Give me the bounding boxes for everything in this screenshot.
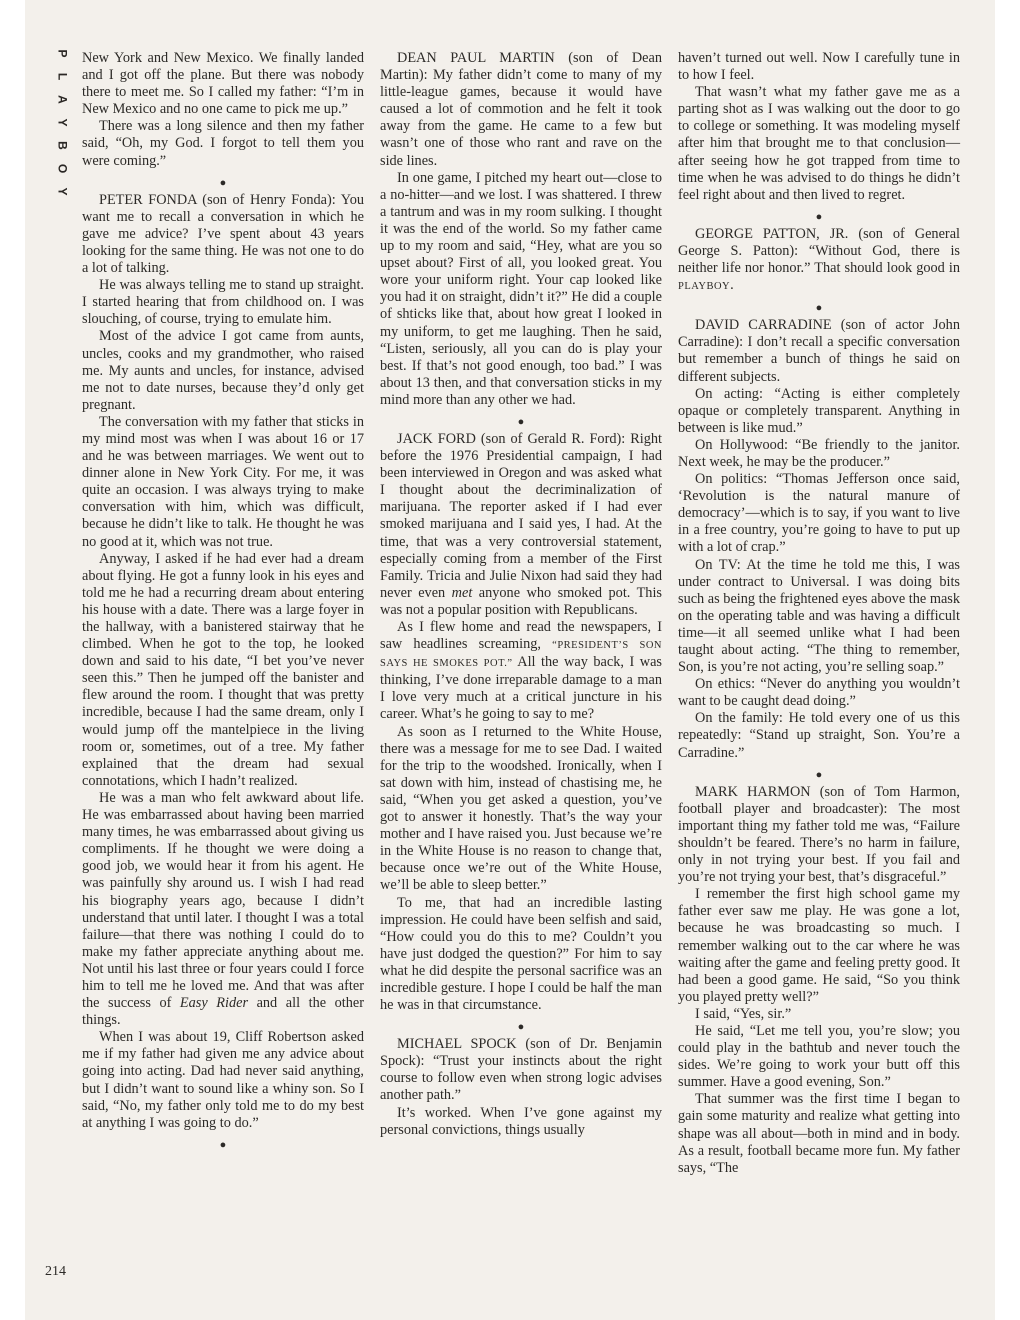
paragraph: PETER FONDA (son of Henry Fonda): You want me to recall a conversation in which he gave me advice? I’ve spent about 43 years looking for the same thing. He was not one to do a lot of talking. [82,191,364,277]
paragraph: On politics: “Thomas Jefferson once said, ‘Revolution is the natural manure of democracy’—which is to say, if you want to live in a free country, you’re going to have to put up with a lot of crap.” [678,471,960,556]
paragraph: Most of the advice I got came from aunts, uncles, cooks and my grandmother, who raised me. My aunts and uncles, for instance, advised me not to date nurses, because they’d only get pregnant. [82,328,364,413]
masthead-letter: A [55,95,70,104]
masthead-letter: O [55,163,70,174]
paragraph: It’s worked. When I’ve gone against my personal convictions, things usually [380,1104,662,1138]
speaker-name: DEAN PAUL MARTIN [397,50,555,66]
section-separator: ● [815,302,823,315]
speaker-name: PETER FONDA [99,191,197,208]
paragraph: That wasn’t what my father gave me as a parting shot as I was walking out the door to go to college or something. It was modeling myself after him that brought me to that conclusion—after seeing how he got trapped from time to time when he was advised to do things he didn’t feel right about and then lived to regret. [678,84,960,203]
paragraph: On TV: At the time he told me this, I was under contract to Universal. I was doing bits such as being the frightened eyes above the mask on the operating table and was having a difficult time—it all seemed unlike what I had been taught about acting. “The thing to remember, Son, is you’re not acting, you’re selling soap.” [678,556,960,676]
paragraph: He was always telling me to stand up straight. I started hearing that from childhood on. I was slouching, of course, trying to emulate him. [82,277,364,328]
paragraph: MICHAEL SPOCK (son of Dr. Benjamin Spock): “Trust your instincts about the right course to follow even when strong logic advises another path.” [380,1036,662,1104]
paragraph: In one game, I pitched my heart out—close to a no-hitter—and we lost. I was shattered. I threw a tantrum and was in my room sulking. I thought it was the end of the world. So my father came up to my room and said, “Hey, what are you so upset about? First of all, you looked great. You wore your uniform right. Your cap looked like you had it on straight, didn’t it?” He did a couple of shticks like that, about how great I looked in my uniform, to get me laughing. Then he said, “Listen, seriously, all you can do is play your best. If that’s not good enough, too bad.” I was about 13 then, and that conversation sticks in my mind more than any other we had. [380,169,662,408]
paragraph: New York and New Mexico. We finally landed and I got off the plane. But there was nobody there to meet me. So I called my father: “I’m in New Mexico and no one came to pick me up.” [82,50,364,118]
paragraph: That summer was the first time I began to gain some maturity and realize what getting into shape was all about—both in mind and in body. As a result, football became more fun. My father says, “The [678,1091,960,1176]
paragraph: haven’t turned out well. Now I carefully tune in to how I feel. [678,50,960,84]
masthead-letter: L [55,72,70,81]
speaker-name: JACK FORD [397,430,476,447]
paragraph: The conversation with my father that sticks in my mind most was when I was about 16 or 17 and he was between marriages. We went out to dinner alone in New York City. For me, it was quite an occasion. I was always trying to make conversation with him, which was difficult, because he didn’t like to talk. He thought he was no good at it, which was not true. [82,413,364,550]
masthead-letter: B [55,141,70,150]
film-title: Easy Rider [179,995,249,1012]
section-separator: ● [517,415,525,428]
masthead-letter: Y [55,118,70,127]
paragraph: DEAN PAUL MARTIN (son of Dean Martin): My father didn’t come to many of my little-league games, because it would have caused a lot of commotion and he felt it took away from the game. He came to a few but wasn’t one of those who rant and rave on the side lines. [380,50,662,169]
paragraph: On Hollywood: “Be friendly to the janitor. Next week, he may be the producer.” [678,436,960,470]
page-number: 214 [45,1264,66,1279]
paragraph: JACK FORD (son of Gerald R. Ford): Right before the 1976 Presidential campaign, I had been interviewed in Oregon and was asked what I thought about the decriminalization of marijuana. The reporter asked if I had ever smoked marijuana and I said yes, I had. At the time, that was a very controversial statement, especially coming from a member of the First Family. Tricia and Julie Nixon had said they had never even met anyone who smoked pot. This was not a popular position with Republicans. [380,430,662,618]
paragraph: MARK HARMON (son of Tom Harmon, football player and broadcaster): The most important thing my father told me was, “Failure shouldn’t be feared. There’s no harm in failure, only in not trying your best. If you fail and you’re not trying your best, that’s disgraceful.” [678,783,960,886]
paragraph: When I was about 19, Cliff Robertson asked me if my father had given me any advice about going into acting. Dad had never said anything, but I didn’t want to sound like a whiny son. So I said, “No, my father only told me to do my best at anything I was going to do.” [82,1029,364,1131]
magazine-page [25,0,995,1320]
speaker-name: DAVID CARRADINE [695,317,832,334]
column-3 [678,50,960,1177]
column-2 [380,50,662,1139]
section-separator: ● [815,210,823,223]
paragraph: As soon as I returned to the White House, there was a message for me to see Dad. I waited for the trip to the woodshed. Ironically, when I sat down with him, instead of chastising me, he said, “When you get asked a question, you’ve got to answer it honestly. That’s the way your mother and I have raised you. Just because we’re in the White House is no reason to change that, because once we’re out of the White House, we’ll be able to sleep better.” [380,723,662,894]
paragraph: He said, “Let me tell you, you’re slow; you could play in the bathtub and never touch the sides. We’re going to work your butt off this summer. Have a good evening, Son.” [678,1022,960,1091]
speaker-name: MARK HARMON [695,783,811,800]
paragraph: There was a long silence and then my father said, “Oh, my God. I forgot to tell them you were coming.” [82,118,364,169]
speaker-name: GEORGE PATTON, JR. [695,225,849,242]
paragraph: GEORGE PATTON, JR. (son of General George S. Patton): “Without God, there is neither life nor honor.” That should look good in PLAYBOY. [678,225,961,294]
magazine-name: PLAYBOY [678,281,731,293]
paragraph: DAVID CARRADINE (son of actor John Carradine): I don’t recall a specific conversation but remember a bunch of things he said on different subjects. [678,317,960,385]
headline-quote: “PRESIDENT’S SON SAYS HE SMOKES POT.” [380,640,662,670]
paragraph: On the family: He told every one of us this repeatedly: “Stand up straight, Son. You’re a Carradine.” [678,710,960,761]
section-separator: ● [815,768,823,781]
column-1 [82,50,364,1154]
section-separator: ● [219,176,227,189]
section-separator: ● [517,1021,525,1034]
paragraph: Anyway, I asked if he had ever had a dream about flying. He got a funny look in his eyes and told me he had a recurring dream about entering his house with a date. There was a large foyer in the hallway, with a banistered stairway that he climbed. When he got to the top, he looked down and said to his date, “I bet you’ve never seen this.” Then he jumped off the banister and flew around the room. I thought that was pretty incredible, because I had the same dream, only I would jump off the mantelpiece in the living room or, sometimes, out of a tree. My father explained that the dream had sexual connotations, which I hadn’t realized. [82,550,364,789]
paragraph: I said, “Yes, sir.” [695,1005,792,1022]
paragraph: As I flew home and read the newspapers, I saw headlines screaming, “PRESIDENT’S SON SAYS HE SMOKES POT.” All the way back, I was thinking, I’ve done irreparable damage to a man I love very much at a critical juncture in his career. What’s he going to say to me? [380,619,662,723]
section-separator: ● [219,1138,227,1151]
paragraph: To me, that had an incredible lasting impression. He could have been selfish and said, “How could you do this to me? Couldn’t you have just dodged the question?” For him to say what he did despite the personal sacrifice was an incredible gesture. I hope I could be half the man he was in that circumstance. [380,894,662,1014]
masthead-letter: Y [55,187,70,196]
masthead [55,42,69,203]
speaker-name: MICHAEL SPOCK [397,1036,517,1053]
paragraph: I remember the first high school game my father ever saw me play. He was gone a lot, because he was broadcasting so much. I remember walking out to the car where he was waiting after the game and feeling pretty good. It had been a good game. He said, “So you think you played pretty well?” [678,886,960,1005]
paragraph: On ethics: “Never do anything you wouldn’t want to be caught dead doing.” [678,676,960,710]
masthead-letter: P [55,49,70,58]
paragraph: He was a man who felt awkward about life. He was embarrassed about having been married many times, he was embarrassed about giving us compliments. If he thought we were doing a good job, we would hear it from his agent. He was painfully shy around us. I wish I had read his biography years ago, because I didn’t understand that until later. I thought I was a total failure—that there was nothing I could do to make my father appreciate anything about me. Not until his last three or four years could I force him to tell me he loved me. And that was after the success of Easy Rider and all the other things. [82,789,364,1029]
paragraph: On acting: “Acting is either completely opaque or completely transparent. Anything in between is like mud.” [678,385,960,436]
